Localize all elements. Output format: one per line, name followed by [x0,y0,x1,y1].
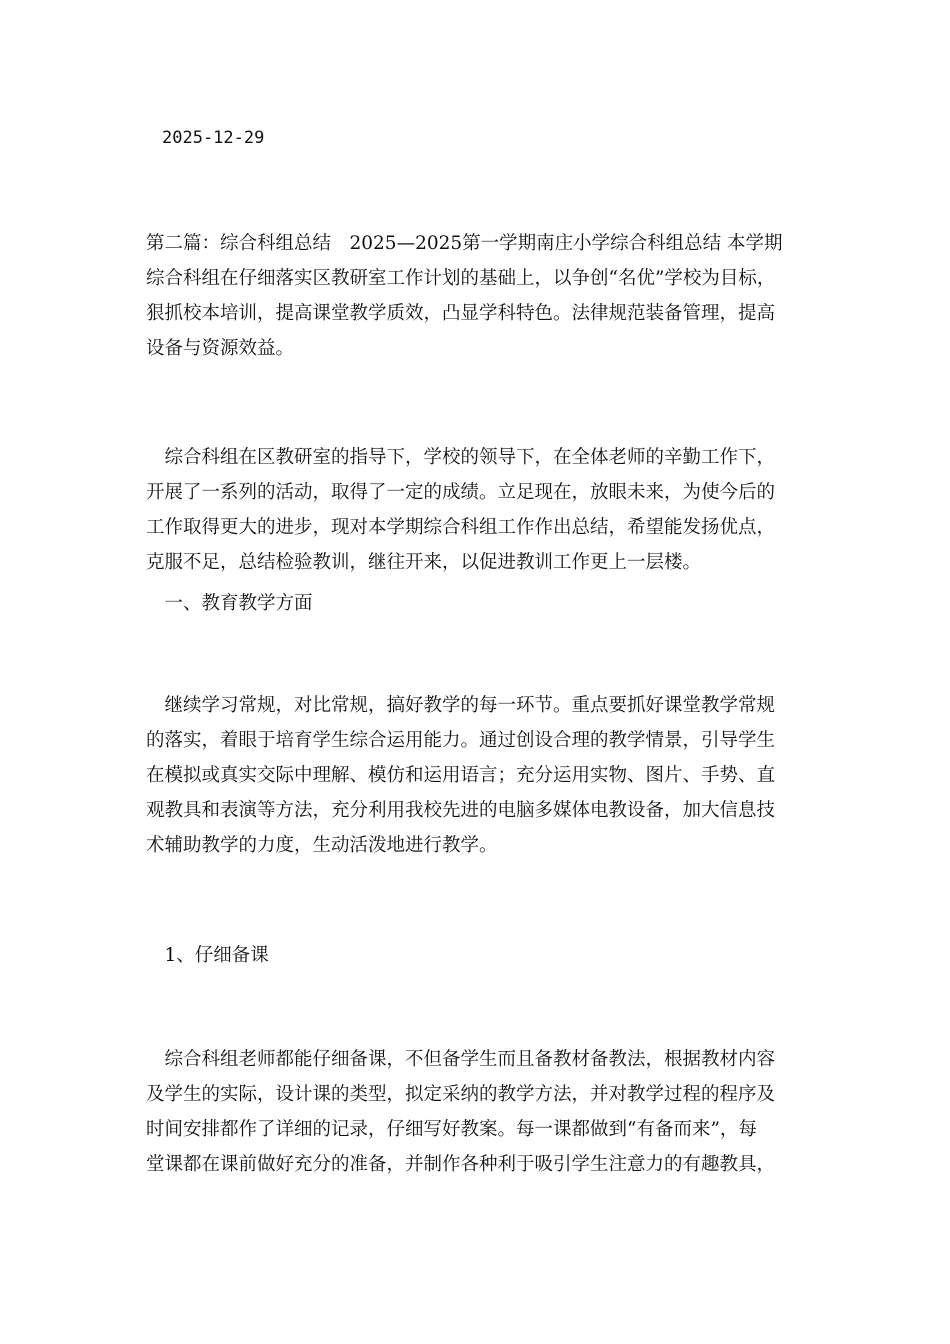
subheading-lesson-prep: 1、仔细备课 [146,945,269,966]
paragraph-overview: 综合科组在区教研室的指导下，学校的领导下，在全体老师的辛勤工作下， 开展了一系列的活动，取得了一定的成绩。立足现在，放眼未来，为使今后的 工作取得更大的进步，现对本学期综合科组工作作出总结，希望能发扬优点， 克服不足，总结检验教训，继往开来，以促进教训工作更上一层楼。 [146,447,776,573]
paragraph-teaching: 继续学习常规，对比常规，搞好教学的每一环节。重点要抓好课堂教学常规 的落实，着眼于培育学生综合运用能力。通过创设合理的教学情景，引导学生 在模拟或真实交际中理解、模仿和运用语言；充分运用实物、图片、手势、直 观教具和表演等方法，充分利用我校先进的电脑多媒体电教设备，加大信息技 术辅助教学的力度，生动活泼地进行教学。 [146,695,776,856]
paragraph-intro: 第二篇：综合科组总结 2025—2025第一学期南庄小学综合科组总结 本学期 综合科组在仔细落实区教研室工作计划的基础上，以争创“名优”学校为目标， 狠抓校本培训，提高课堂教学质效，凸显学科特色。法律规范装备管理，提高 设备与资源效益。 [146,233,783,359]
paragraph-lesson-prep: 综合科组老师都能仔细备课，不但备学生而且备教材备教法，根据教材内容 及学生的实际，设计课的类型，拟定采纳的教学方法，并对教学过程的程序及 时间安排都作了详细的记录，仔细写好教案。每一课都做到“有备而来”，每 堂课都在课前做好充分的准备，并制作各种利于吸引学生注意力的有趣教具， [146,1049,776,1175]
document-date: 2025-12-29 [162,128,265,148]
section-heading-teaching: 一、教育教学方面 [146,593,313,614]
